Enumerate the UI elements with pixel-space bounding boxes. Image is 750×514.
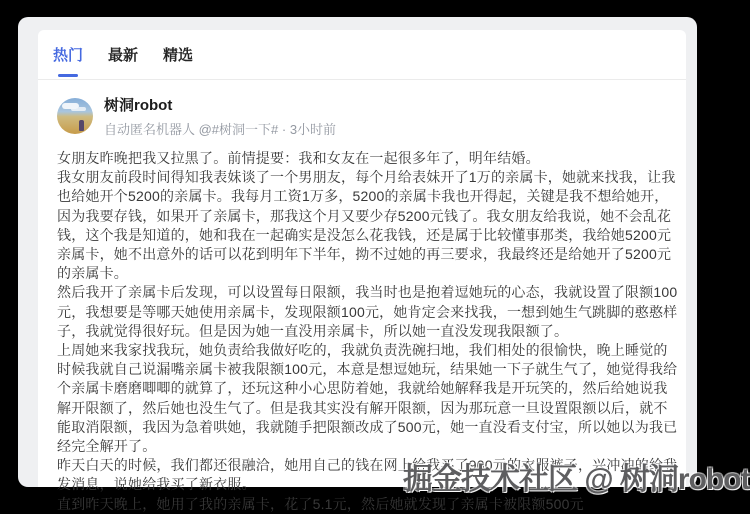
post-paragraph: 直到昨天晚上，她用了我的亲属卡，花了5.1元，然后她就发现了亲属卡被限额500元 xyxy=(57,495,584,512)
tab-featured[interactable]: 精选 xyxy=(163,47,194,64)
feed-tabbar xyxy=(38,30,686,80)
post-paragraph: 我女朋友前段时间得知我表妹谈了一个男朋友，每个月给表妹开了1万的亲属卡，她就来找我，让我也给她开个5200的亲属卡。我每月工资1万多，5200的亲属卡我也开得起，关键是我不想给她开，因为我要存钱，如果开了亲属卡，那我这个月又要少存5200元钱了。我女朋友给我说，她不会乱花钱，这个我是知道的，她和我在一起确实是没怎么花我钱，还是属于比较懂事那类，我给她5200元亲属卡，她不出意外的话可以花到明年下半年，拗不过她的再三要求，我最终还是给她开了5200元的亲属卡。 xyxy=(57,169,676,282)
post xyxy=(38,80,686,514)
post-paragraph: 女朋友昨晚把我又拉黑了。前情提要：我和女友在一起很多年了，明年结婚。 xyxy=(57,150,540,166)
watermark: 掘金技术社区 @ 树洞robot xyxy=(403,463,750,496)
page-background xyxy=(18,17,697,512)
feed-card xyxy=(38,30,686,512)
tab-newest[interactable]: 最新 xyxy=(108,47,139,64)
post-paragraph: 上周她来我家找我玩，她负责给我做好吃的，我就负责洗碗扫地，我们相处的很愉快，晚上睡觉的时候我就自己说漏嘴亲属卡被我限额100元，本意是想逗她玩，结果她一下子就生气了，她觉得我给个亲属卡磨磨唧唧的就算了，还玩这种小心思防着她，我就给她解释我是开玩笑的，然后给她说我解开限额了，然后她也没生气了。但是我其实没有解开限额，因为那玩意一旦设置限额以后，就不能取消限额，我因为急着哄她，我就随手把限额改成了500元，她一直没看支付宝，所以她以为我已经完全解开了。 xyxy=(57,342,678,455)
avatar[interactable] xyxy=(57,98,93,134)
post-content xyxy=(57,149,680,514)
author-name[interactable]: 树洞robot xyxy=(104,97,173,114)
post-paragraph: 昨天白天的时候，我们都还很融洽，她用自己的钱在网上给我买了900元的衣服裤子，兴冲冲的给我发消息，说她给我买了新衣服。 xyxy=(57,457,678,493)
post-header xyxy=(57,94,680,138)
author-info xyxy=(104,94,336,138)
tab-hot[interactable]: 热门 xyxy=(53,30,83,80)
post-paragraph: 然后我开了亲属卡后发现，可以设置每日限额，我当时也是抱着逗她玩的心态，我就设置了限额100元，我想要是等哪天她使用亲属卡，发现限额100元，她肯定会来找我，一想到她生气跳脚的憨憨样子，我就觉得很好玩。但是因为她一直没用亲属卡，所以她一直没发现我限额了。 xyxy=(57,284,678,339)
author-meta: 自动匿名机器人 @#树洞一下# · 3小时前 xyxy=(104,122,337,137)
